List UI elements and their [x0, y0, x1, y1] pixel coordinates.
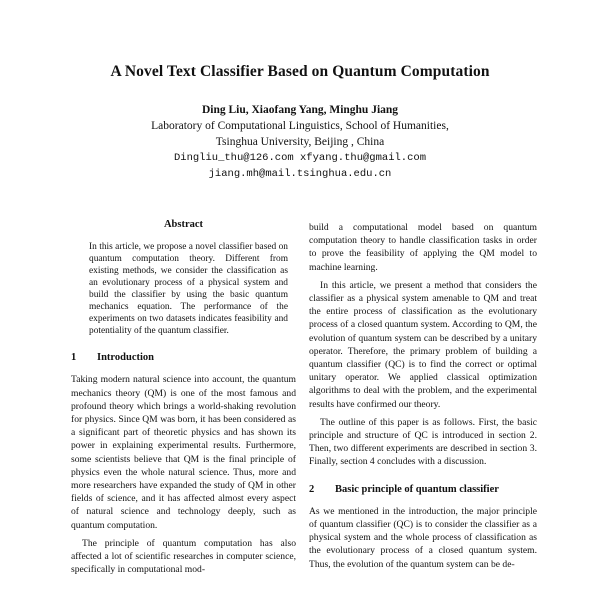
abstract-text: In this article, we propose a novel classifier based on quantum computation theory. Different from existing methods, we consider the classification as an evolutionary process of a physical system and build the classifier by using the basic quantum mechanics equation. The performance of the experiments on two datasets indicates feasibility and potentiality of the quantum classifier. [89, 242, 288, 337]
intro-paragraph-4: The outline of this paper is as follows. First, the basic principle and structure of QC is introduced in section 2. Then, two different experiments are described in section 3. Finally, section 4 concludes with a discussion. [309, 416, 537, 468]
section-title: Introduction [97, 352, 154, 364]
intro-paragraph-1: Taking modern natural science into account, the quantum mechanics theory (QM) is one of the most famous and profound theory which brings a world-shaking revolution for physics. Since QM was born, it has been considered as a significant part of theoretic physics and has shown its power in explaining experimental results. Furthermore, some scientists believe that QM is the final principle of physics even the whole natural science. Thus, more and more researchers have expanded the study of QM in other fields of science, and it has affected almost every aspect of natural science and technology deeply, such as quantum computation. [71, 374, 296, 531]
author-emails-line-1: Dingliu_thu@126.com xfyang.thu@gmail.com [173, 152, 427, 164]
section-heading-introduction [71, 351, 296, 364]
section-heading-basic-principle [309, 483, 537, 496]
left-column [71, 218, 296, 581]
affiliation-line-1: Laboratory of Computational Linguistics, School of Humanities, [151, 120, 449, 132]
author-list: Ding Liu, Xiaofang Yang, Minghu Jiang [201, 104, 399, 116]
paper-title: A Novel Text Classifier Based on Quantum Computation [110, 63, 490, 80]
intro-paragraph-2: The principle of quantum computation has also affected a lot of scientific researches in computer science, specifically in computational mod- [71, 537, 296, 576]
abstract-heading: Abstract [163, 219, 204, 230]
intro-paragraph-3: In this article, we present a method that considers the classifier as a physical system amenable to QM and treat the entire process of classification as the evolutionary process of a closed quantum system. According to QM, the evolution of quantum system can be described by a unitary operator. Therefore, the primary problem of building a quantum classifier (QC) is to find the correct or optimal unitary operator. We applied classical optimization algorithms to deal with the problem, and the experimental results have confirmed our theory. [309, 279, 537, 410]
affiliation-line-2: Tsinghua University, Beijing , China [215, 136, 385, 148]
right-column [309, 221, 537, 576]
section-title: Basic principle of quantum classifier [335, 483, 499, 495]
section-number: 2 [309, 483, 315, 495]
section-number: 1 [71, 352, 77, 364]
author-emails-line-2: jiang.mh@mail.tsinghua.edu.cn [208, 168, 392, 180]
intro-paragraph-2-continued: build a computational model based on quantum computation theory to handle classification tasks in order to prove the feasibility of applying the QM model to machine learning. [309, 222, 537, 273]
basic-paragraph-1: As we mentioned in the introduction, the major principle of quantum classifier (QC) is to consider the classifier as a physical system and the whole process of classification as the evolutionary process of a closed quantum system. Thus, the evolution of the quantum system can be de- [309, 505, 537, 570]
